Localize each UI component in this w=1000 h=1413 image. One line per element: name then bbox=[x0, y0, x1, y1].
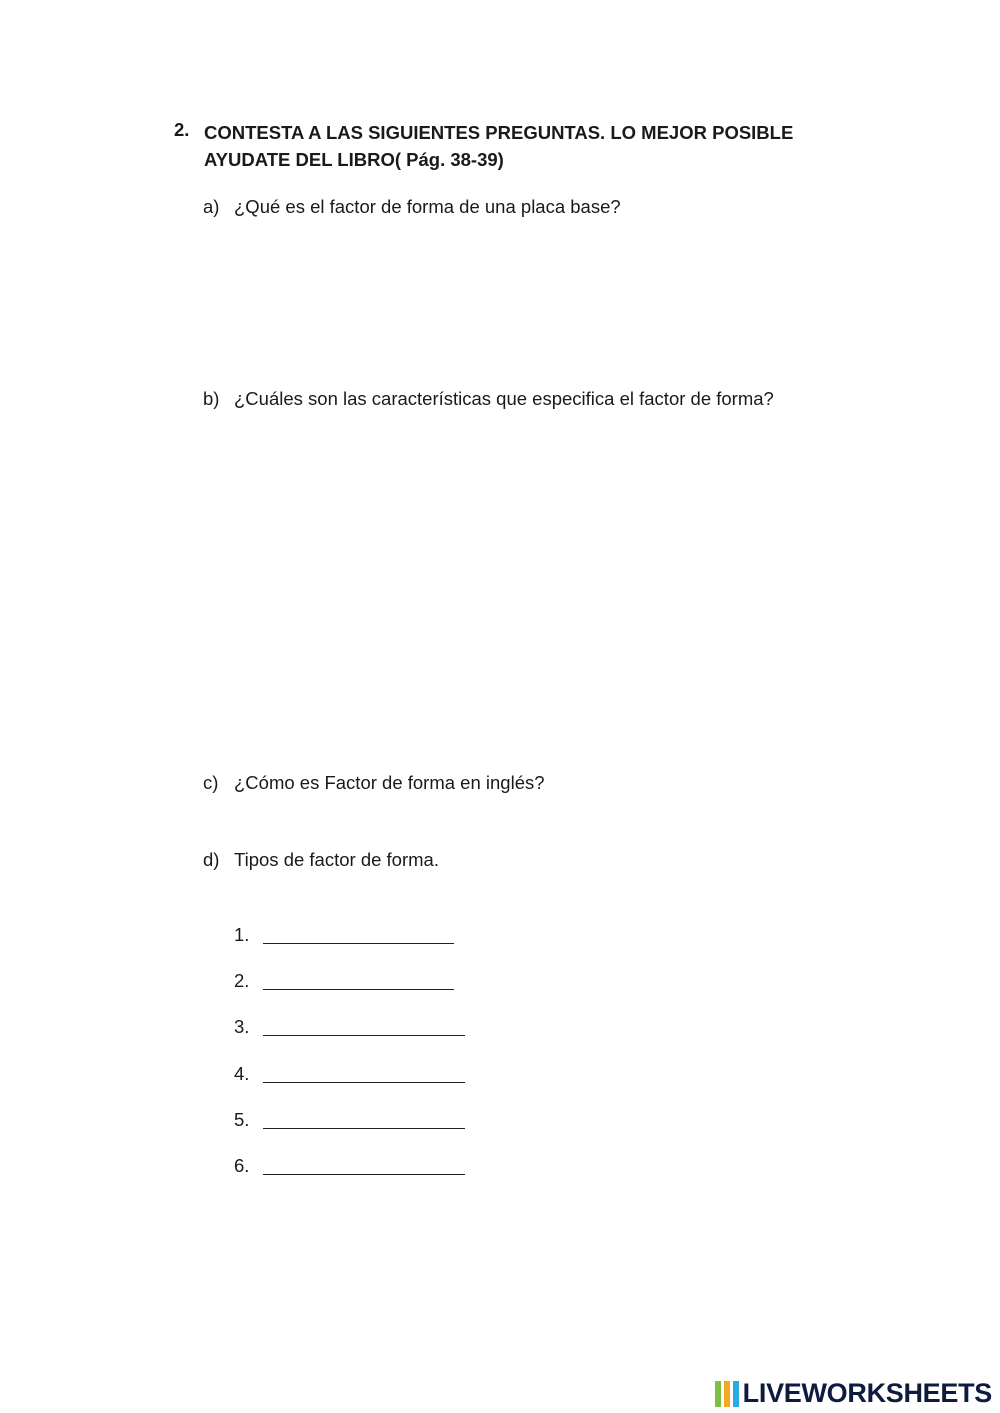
logo-text: LIVEWORKSHEETS bbox=[742, 1378, 992, 1408]
blank-number: 5. bbox=[234, 1109, 250, 1130]
question-a-text: ¿Qué es el factor de forma de una placa base? bbox=[234, 196, 621, 217]
answer-blank[interactable] bbox=[263, 943, 454, 944]
section-heading: CONTESTA A LAS SIGUIENTES PREGUNTAS. LO MEJOR POSIBLE AYUDATE DEL LIBRO( Pág. 38-39) bbox=[204, 122, 794, 170]
blank-number: 2. bbox=[234, 970, 250, 991]
blank-number: 3. bbox=[234, 1016, 250, 1037]
logo-bar-green bbox=[715, 1381, 721, 1407]
answer-blank[interactable] bbox=[263, 1035, 465, 1036]
blank-number: 4. bbox=[234, 1063, 250, 1084]
section-number: 2. bbox=[174, 119, 190, 140]
logo-bar-orange bbox=[724, 1381, 730, 1407]
liveworksheets-logo bbox=[715, 1378, 992, 1409]
answer-blank[interactable] bbox=[263, 1128, 465, 1129]
answer-blank[interactable] bbox=[263, 1174, 465, 1175]
question-b-text: ¿Cuáles son las características que especifica el factor de forma? bbox=[234, 388, 774, 409]
question-d-letter: d) bbox=[203, 849, 220, 870]
blank-number: 6. bbox=[234, 1155, 250, 1176]
liveworksheets-logo-icon bbox=[715, 1381, 741, 1407]
blank-number: 1. bbox=[234, 924, 250, 945]
question-c-letter: c) bbox=[203, 772, 219, 793]
question-c-text: ¿Cómo es Factor de forma en inglés? bbox=[234, 772, 545, 793]
question-b-letter: b) bbox=[203, 388, 220, 409]
logo-bar-blue bbox=[733, 1381, 739, 1407]
question-d-text: Tipos de factor de forma. bbox=[234, 849, 439, 870]
answer-blank[interactable] bbox=[263, 989, 454, 990]
answer-blank[interactable] bbox=[263, 1082, 465, 1083]
question-a-letter: a) bbox=[203, 196, 220, 217]
